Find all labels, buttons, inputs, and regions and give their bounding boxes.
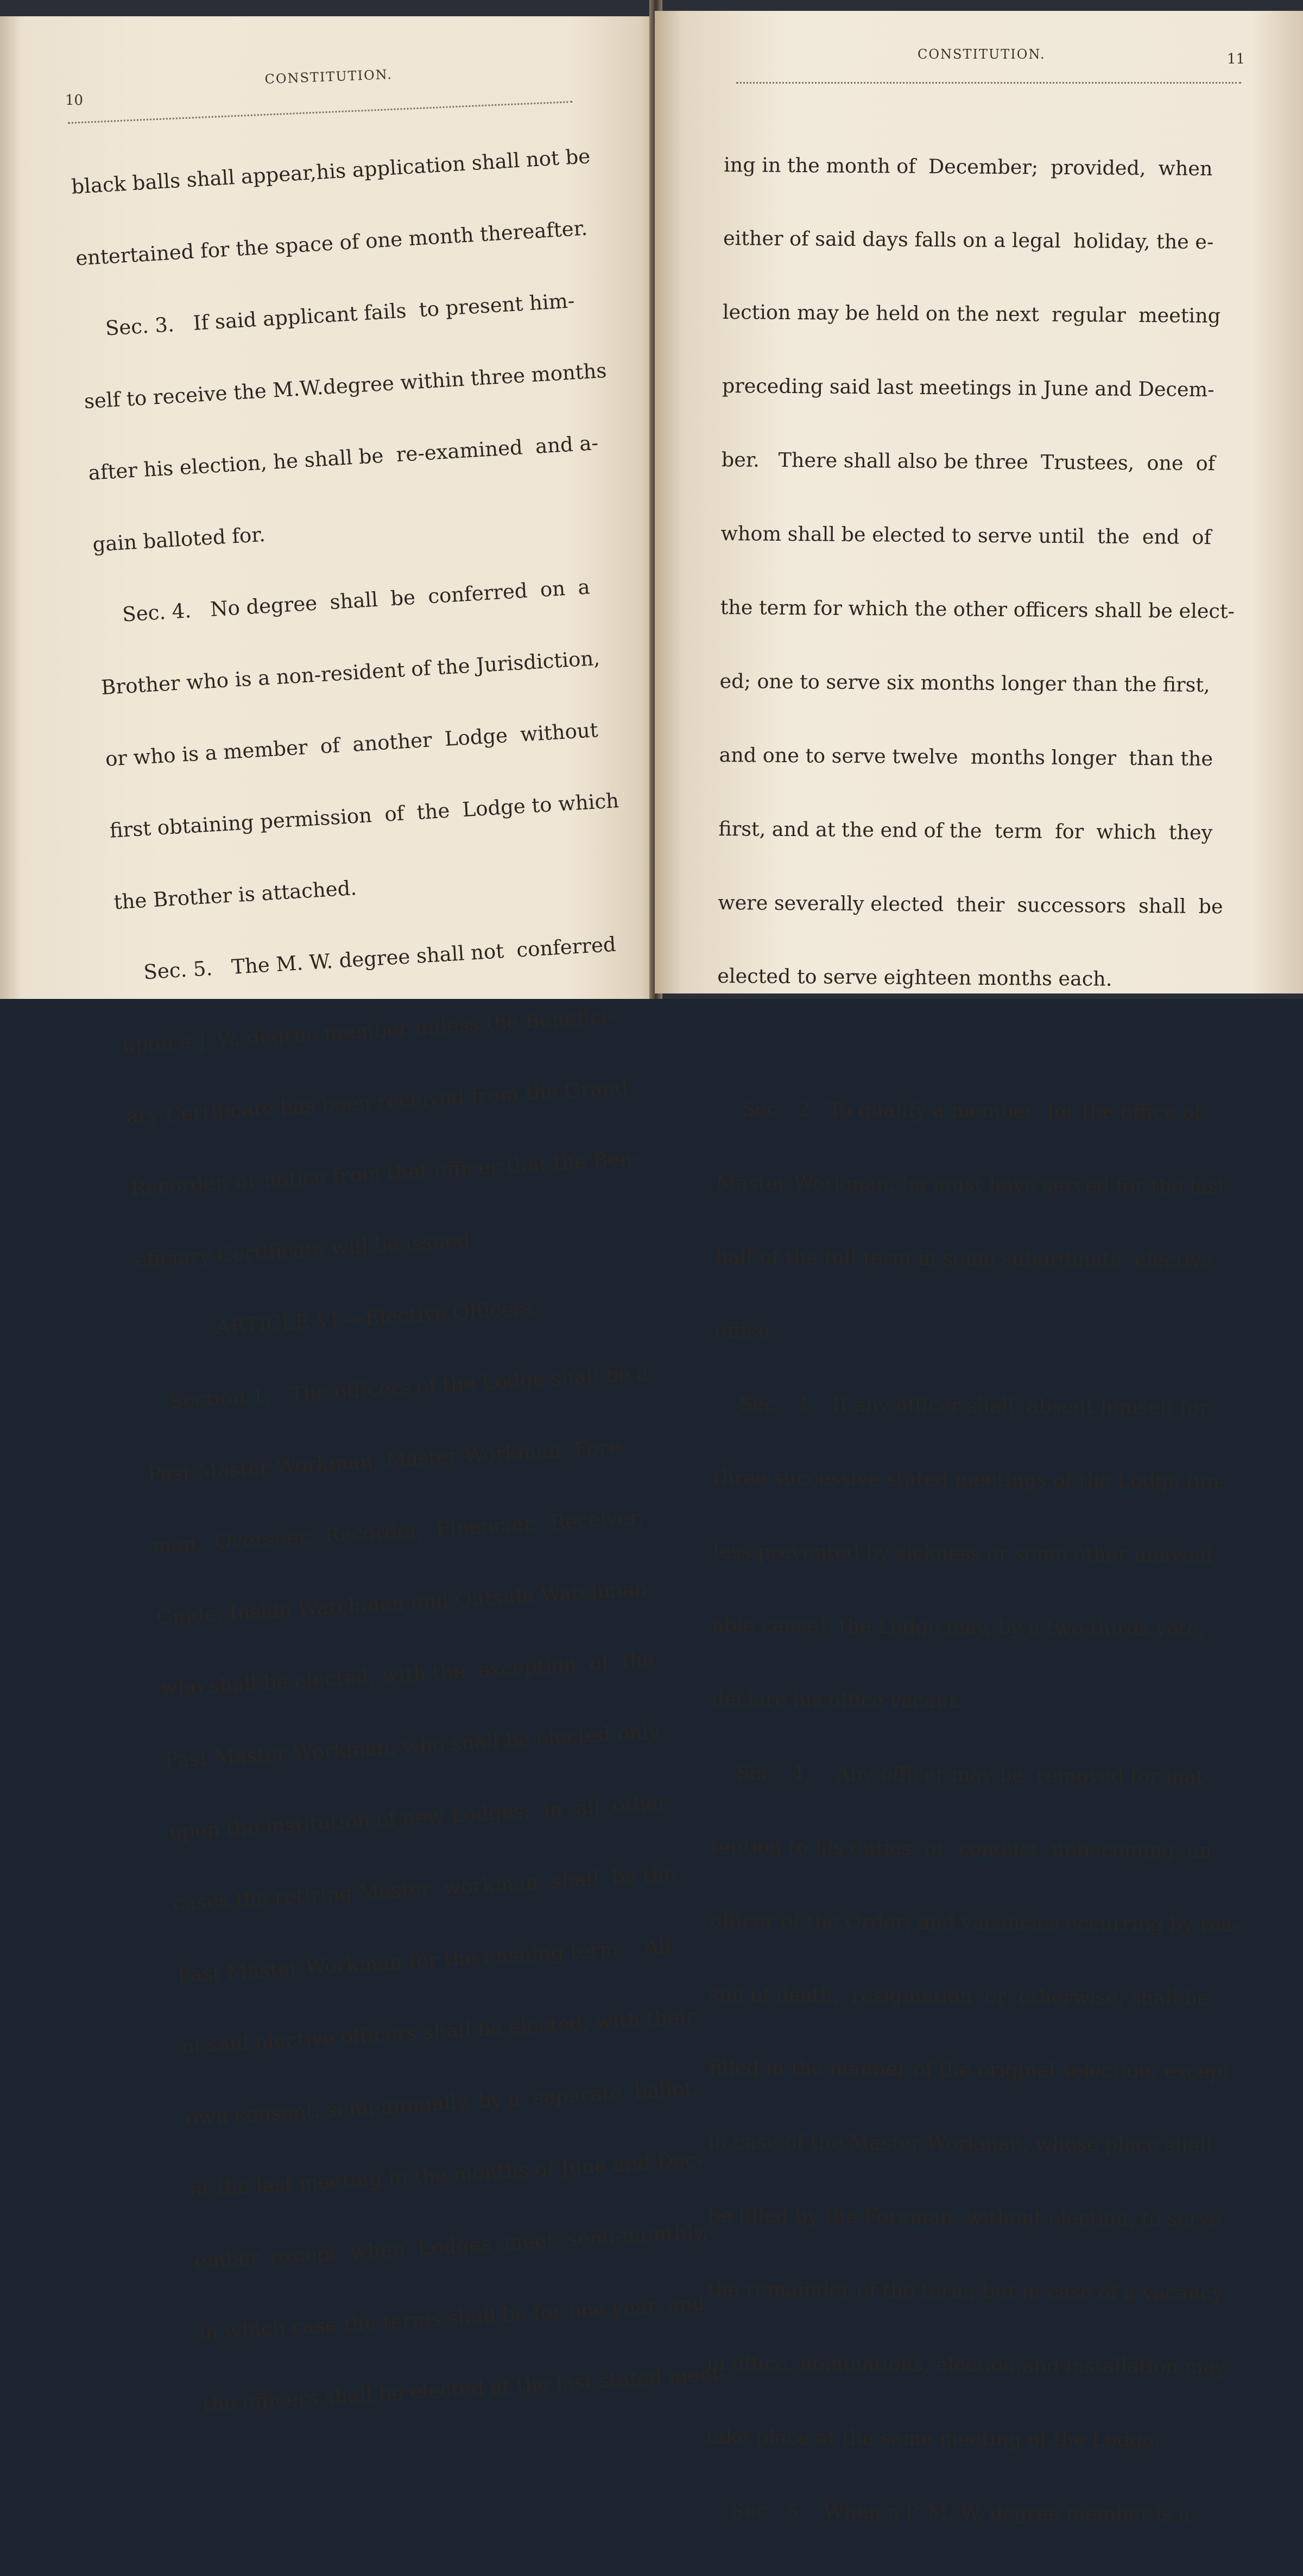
text-line: or who is a member of another Lodge without bbox=[104, 718, 599, 771]
text-line: black balls shall appear,his application shall not be bbox=[71, 144, 591, 199]
text-line: half of the full term in some subordinate elective bbox=[715, 1244, 1213, 1272]
text-line: elected to serve eighteen months each. bbox=[717, 964, 1112, 991]
text-line: lection may be held on the next regular meeting bbox=[722, 300, 1221, 328]
running-header-left: CONSTITUTION. bbox=[264, 66, 393, 87]
text-line: in case of the Master Workman, whose place shall bbox=[708, 2130, 1213, 2157]
text-line: the remainder of the term; but in case of a vacancy bbox=[707, 2277, 1223, 2305]
text-line: Recorder, or notice from that officer that the Ben- bbox=[130, 1146, 640, 1200]
text-line: take place at the same meeting of the Lodge. bbox=[706, 2425, 1161, 2452]
text-line: upon a J. W. degree member unless the Benefici- bbox=[122, 1004, 615, 1057]
text-line: ber. There shall also be three Trustees, one of bbox=[721, 448, 1216, 476]
text-line: who shall be elected, with the exception of the bbox=[160, 1648, 655, 1701]
text-line: of said elective officers shall be elected, with their bbox=[181, 2004, 696, 2059]
text-line: able cause), the Lodge may, by a two-thirds vote, bbox=[712, 1613, 1205, 1641]
text-line: gain balloted for. bbox=[92, 522, 266, 556]
text-line: entertained for the space of one month thereafter. bbox=[75, 216, 589, 270]
text-line: Past Master Workman, who shall be elected only bbox=[164, 1719, 661, 1773]
text-line: the term for which the other officers shall be elect- bbox=[720, 595, 1235, 623]
text-line: officer of the Order; and vacancies occurring by rea- bbox=[710, 1908, 1240, 1936]
left-page bbox=[0, 16, 727, 2416]
text-line: be filled by the Foreman, without election, to serve bbox=[707, 2204, 1222, 2231]
text-line: ed; one to serve six months longer than the first, bbox=[719, 669, 1210, 697]
text-line: Master Workman, he must have served for the last bbox=[716, 1170, 1226, 1199]
text-line: ing in the month of December; provided, when bbox=[723, 153, 1213, 180]
text-line: first obtaining permission of the Lodge to which bbox=[109, 789, 620, 843]
text-line: Past Master Workman for the ensuing term. All bbox=[176, 1934, 672, 1987]
text-line: Sec. 4. No degree shall be conferred on a bbox=[96, 575, 591, 628]
text-line: Past Master Workman, Master Workman, Fore- bbox=[147, 1434, 628, 1486]
text-line: Sec. 5. When a P. M. W. degree member is a bbox=[705, 2498, 1191, 2526]
right-page bbox=[655, 11, 1303, 2526]
text-line: Sec. 4, Any officer may be removed for inat- bbox=[711, 1761, 1211, 1789]
text-line: were severally elected their successors shall be bbox=[718, 890, 1223, 918]
text-line: less prevented by sickness or some other unavoid- bbox=[712, 1540, 1220, 1567]
page-number-left: 10 bbox=[65, 92, 84, 109]
text-line: in office, nominations, election,and installation may bbox=[706, 2351, 1226, 2379]
text-line: man, Overseer, Recorder, Financier, Receiver, bbox=[151, 1505, 644, 1558]
text-line: Brother who is a non-resident of the Jurisdiction, bbox=[100, 646, 601, 700]
text-line: Sec. 3. If any officer shall absent himself for bbox=[714, 1392, 1209, 1420]
text-line: three successive stated meetings of the Lodge (un- bbox=[713, 1466, 1226, 1493]
running-header-right: CONSTITUTION. bbox=[918, 47, 1046, 62]
body-text-right bbox=[705, 103, 1254, 2576]
text-line: filled in the manner of the original selection, except bbox=[709, 2056, 1231, 2084]
text-line: whom shall be elected to serve until the end of bbox=[720, 522, 1212, 549]
text-line: tention to his duties, or conduct unbecoming an bbox=[710, 1834, 1212, 1862]
text-line: ary Certificate has been received from the Grand bbox=[125, 1075, 629, 1129]
text-line: ember, except when Lodges meet semi-monthly, bbox=[194, 2219, 709, 2274]
text-line: son of death, resigination or otherwise, shall be bbox=[709, 1982, 1209, 2010]
text-line: declare his office vacant. bbox=[711, 1687, 963, 1713]
text-line: first, and at the end of the term for which they bbox=[718, 817, 1213, 844]
text-line: preceding said last meetings in June and Decem- bbox=[722, 374, 1215, 402]
text-line: Section 1. The officers of the Lodge shall be a bbox=[143, 1361, 649, 1415]
text-line: in which case the terms shall be for one year, and bbox=[198, 2291, 706, 2345]
text-line: eficiary Certificate will be issued. bbox=[134, 1228, 477, 1272]
text-line: the officers shall be elected at the last stated meet- bbox=[202, 2362, 727, 2416]
text-line: at the last meeting in the months of June and Dec- bbox=[189, 2148, 704, 2202]
text-line: upon the institution of new Lodges; in all other bbox=[168, 1790, 668, 1844]
text-line: Guide, Inside Watchman and Outside Watchman, bbox=[155, 1576, 655, 1630]
text-line: Sec. 3. If said applicant fails to present him- bbox=[79, 289, 575, 342]
text-line: self to receive the M.W.degree within three months bbox=[83, 358, 608, 414]
body-text-left bbox=[68, 97, 730, 2465]
header-rule-right bbox=[736, 82, 1241, 84]
text-line: own consent, semi-annually, by a separate ballot, bbox=[185, 2076, 699, 2130]
text-line: Sec. 2 To qualify a member for the office of bbox=[716, 1097, 1202, 1124]
page-number-right: 11 bbox=[1227, 51, 1245, 67]
text-line: cases the retiring Master workman shall be the bbox=[173, 1862, 677, 1916]
article-heading: ARTICLE VI.—Elective Officers. bbox=[138, 1296, 541, 1344]
text-line: either of said days falls on a legal holiday, the e- bbox=[723, 226, 1214, 254]
text-line: office. bbox=[714, 1318, 776, 1343]
text-line: after his election, he shall be re-examined and a- bbox=[87, 431, 599, 485]
text-line: Sec. 5. The M. W. degree shall not conferred bbox=[117, 932, 617, 986]
paragraph-gap bbox=[717, 1037, 1246, 1052]
text-line: the Brother is attached. bbox=[113, 876, 358, 914]
text-line: and one to serve twelve months longer than the bbox=[719, 743, 1213, 770]
